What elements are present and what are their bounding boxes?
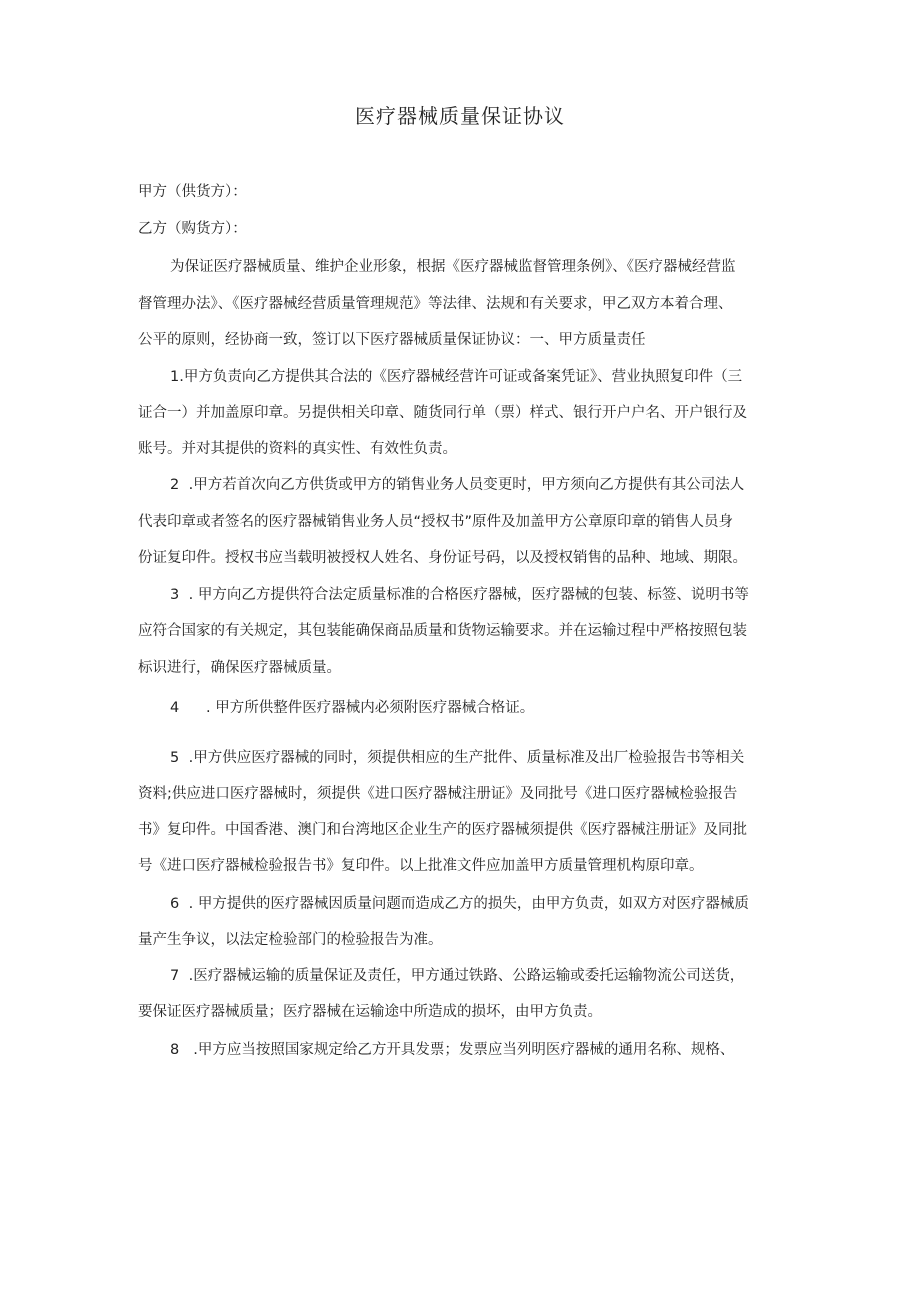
document-title: 医疗器械质量保证协议	[355, 104, 565, 128]
clause-5-line	[170, 747, 790, 769]
clause-5-line: 书》复印件。中国香港、澳门和台湾地区企业生产的医疗器械须提供《医疗器械注册证》及同批	[138, 822, 747, 838]
clause-1-line	[170, 366, 790, 388]
clause-number: 3	[170, 587, 180, 603]
clause-text: .甲方供应医疗器械的同时，须提供相应的生产批件、质量标准及出厂检验报告书等相关	[188, 750, 745, 766]
clause-1-line: 证合一）并加盖原印章。另提供相关印章、随货同行单（票）样式、银行开户户名、开户银行及	[138, 405, 747, 421]
intro-line: 公平的原则，经协商一致，签订以下医疗器械质量保证协议：一、甲方质量责任	[138, 332, 646, 348]
clause-7-line: 要保证医疗器械质量；医疗器械在运输途中所造成的损坏，由甲方负责。	[138, 1004, 602, 1020]
clause-number: 7	[170, 968, 180, 984]
clause-number: 8	[170, 1042, 180, 1058]
clause-3-line	[170, 584, 790, 606]
clause-number: 1	[170, 369, 180, 385]
party-b-line: 乙方（购货方）：	[138, 221, 247, 237]
clause-text: . 甲方所供整件医疗器械内必须附医疗器械合格证。	[206, 700, 535, 716]
clause-4-line	[170, 697, 790, 719]
clause-5-line: 资料;供应进口医疗器械时，须提供《进口医疗器械注册证》及同批号《进口医疗器械检验报告	[138, 786, 738, 802]
clause-3-line: 标识进行，确保医疗器械质量。	[138, 660, 341, 676]
clause-number: 6	[170, 896, 180, 912]
clause-text: .医疗器械运输的质量保证及责任，甲方通过铁路、公路运输或委托运输物流公司送货，	[188, 968, 745, 984]
clause-2-line: 代表印章或者签名的医疗器械销售业务人员“授权书”原件及加盖甲方公章原印章的销售人员身	[138, 514, 734, 530]
clause-text: .甲方若首次向乙方供货或甲方的销售业务人员变更时，甲方须向乙方提供有其公司法人	[188, 477, 745, 493]
clause-text: .甲方负责向乙方提供其合法的《医疗器械经营许可证或备案凭证》、营业执照复印件（三	[179, 369, 743, 385]
clause-number: 4	[170, 700, 180, 716]
intro-line: 督管理办法》、《医疗器械经营质量管理规范》等法律、法规和有关要求，甲乙双方本着合理、	[138, 296, 733, 312]
clause-text: . 甲方向乙方提供符合法定质量标准的合格医疗器械，医疗器械的包装、标签、说明书等	[188, 587, 749, 603]
clause-number: 2	[170, 477, 180, 493]
intro-line: 为保证医疗器械质量、维护企业形象，根据《医疗器械监督管理条例》、《医疗器械经营监	[170, 259, 736, 275]
clause-8-line	[170, 1039, 790, 1061]
clause-1-line: 账号。并对其提供的资料的真实性、有效性负责。	[138, 441, 457, 457]
clause-2-line	[170, 474, 790, 496]
clause-6-line: 量产生争议，以法定检验部门的检验报告为准。	[138, 932, 443, 948]
clause-7-line	[170, 965, 790, 987]
clause-2-line: 份证复印件。授权书应当载明被授权人姓名、身份证号码，以及授权销售的品种、地域、期限。	[138, 550, 747, 566]
clause-3-line: 应符合国家的有关规定，其包装能确保商品质量和货物运输要求。并在运输过程中严格按照包装	[138, 623, 747, 639]
clause-text: . 甲方提供的医疗器械因质量问题而造成乙方的损失，由甲方负责，如双方对医疗器械质	[188, 896, 749, 912]
party-a-line: 甲方（供货方）：	[138, 184, 247, 200]
clause-5-line: 号《进口医疗器械检验报告书》复印件。以上批准文件应加盖甲方质量管理机构原印章。	[138, 858, 704, 874]
clause-number: 5	[170, 750, 180, 766]
clause-6-line	[170, 893, 790, 915]
clause-text: .甲方应当按照国家规定给乙方开具发票；发票应当列明医疗器械的通用名称、规格、	[193, 1042, 735, 1058]
